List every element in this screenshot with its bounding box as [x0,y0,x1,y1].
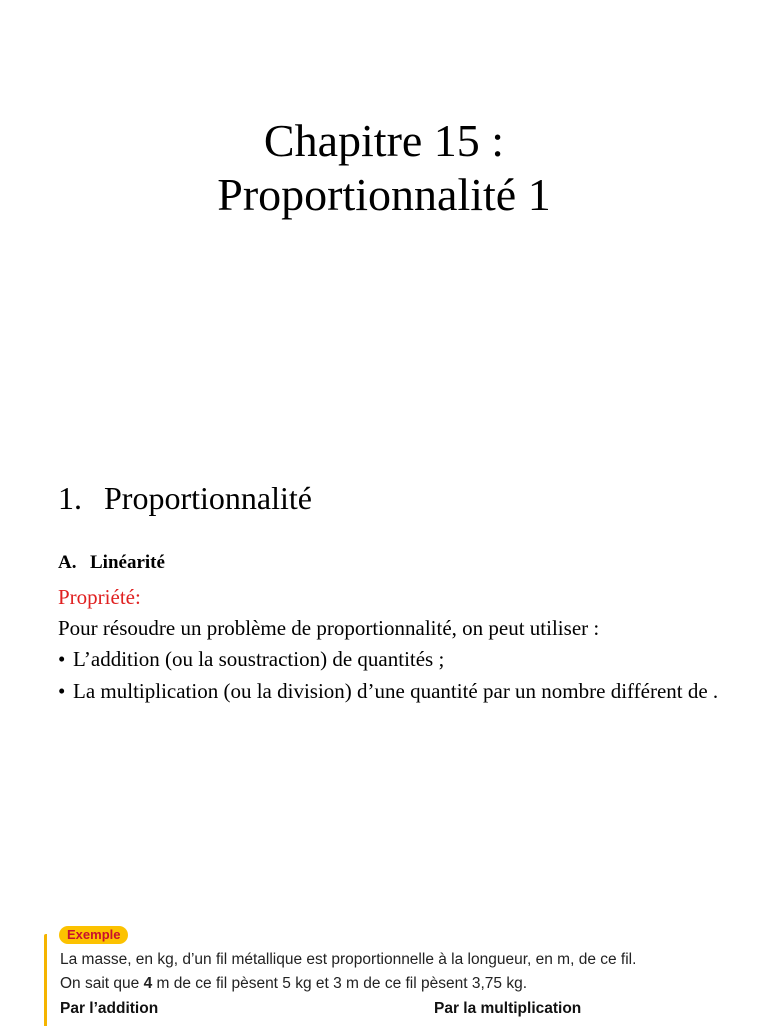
example-accent-bar [44,934,47,1026]
example-line-2-a: On sait que [60,975,144,992]
example-line-2-bold: 4 [143,975,153,992]
section-label: Proportionnalité [104,480,312,516]
intro-text: Pour résoudre un problème de proportionnalité, on peut utiliser : [58,616,600,640]
chapter-title [0,114,768,222]
chapter-title-line1: Chapitre 15 : [263,115,505,166]
example-badge: Exemple [59,926,128,944]
section-heading [58,476,312,520]
property-label: Propriété: [58,585,141,609]
property-bullet-list [58,647,738,711]
subsection-letter: A. [58,552,77,573]
bullet-icon: • [58,679,66,703]
example-line-1: La masse, en kg, d’un fil métallique est proportionnelle à la longueur, en m, de ce fil. [60,951,637,968]
subsection-heading [58,550,165,576]
chapter-title-line2: Proportionnalité 1 [217,169,551,220]
bullet-icon: • [58,647,66,671]
subsection-label: Linéarité [90,552,165,573]
list-item [58,647,738,672]
example-line-2 [60,973,527,995]
method-multiplication-heading: Par la multiplication [434,1000,582,1017]
example-line-2-c: m de ce fil pèsent 5 kg et 3 m de ce fil pèsent 3,75 kg. [152,975,527,992]
example-box [44,924,744,1024]
bullet-text: La multiplication (ou la division) d’une quantité par un nombre différent de . [73,679,719,703]
list-item [58,679,738,704]
section-number: 1. [58,480,82,516]
bullet-text: L’addition (ou la soustraction) de quantités ; [73,647,445,671]
method-addition-heading: Par l’addition [60,1000,159,1017]
